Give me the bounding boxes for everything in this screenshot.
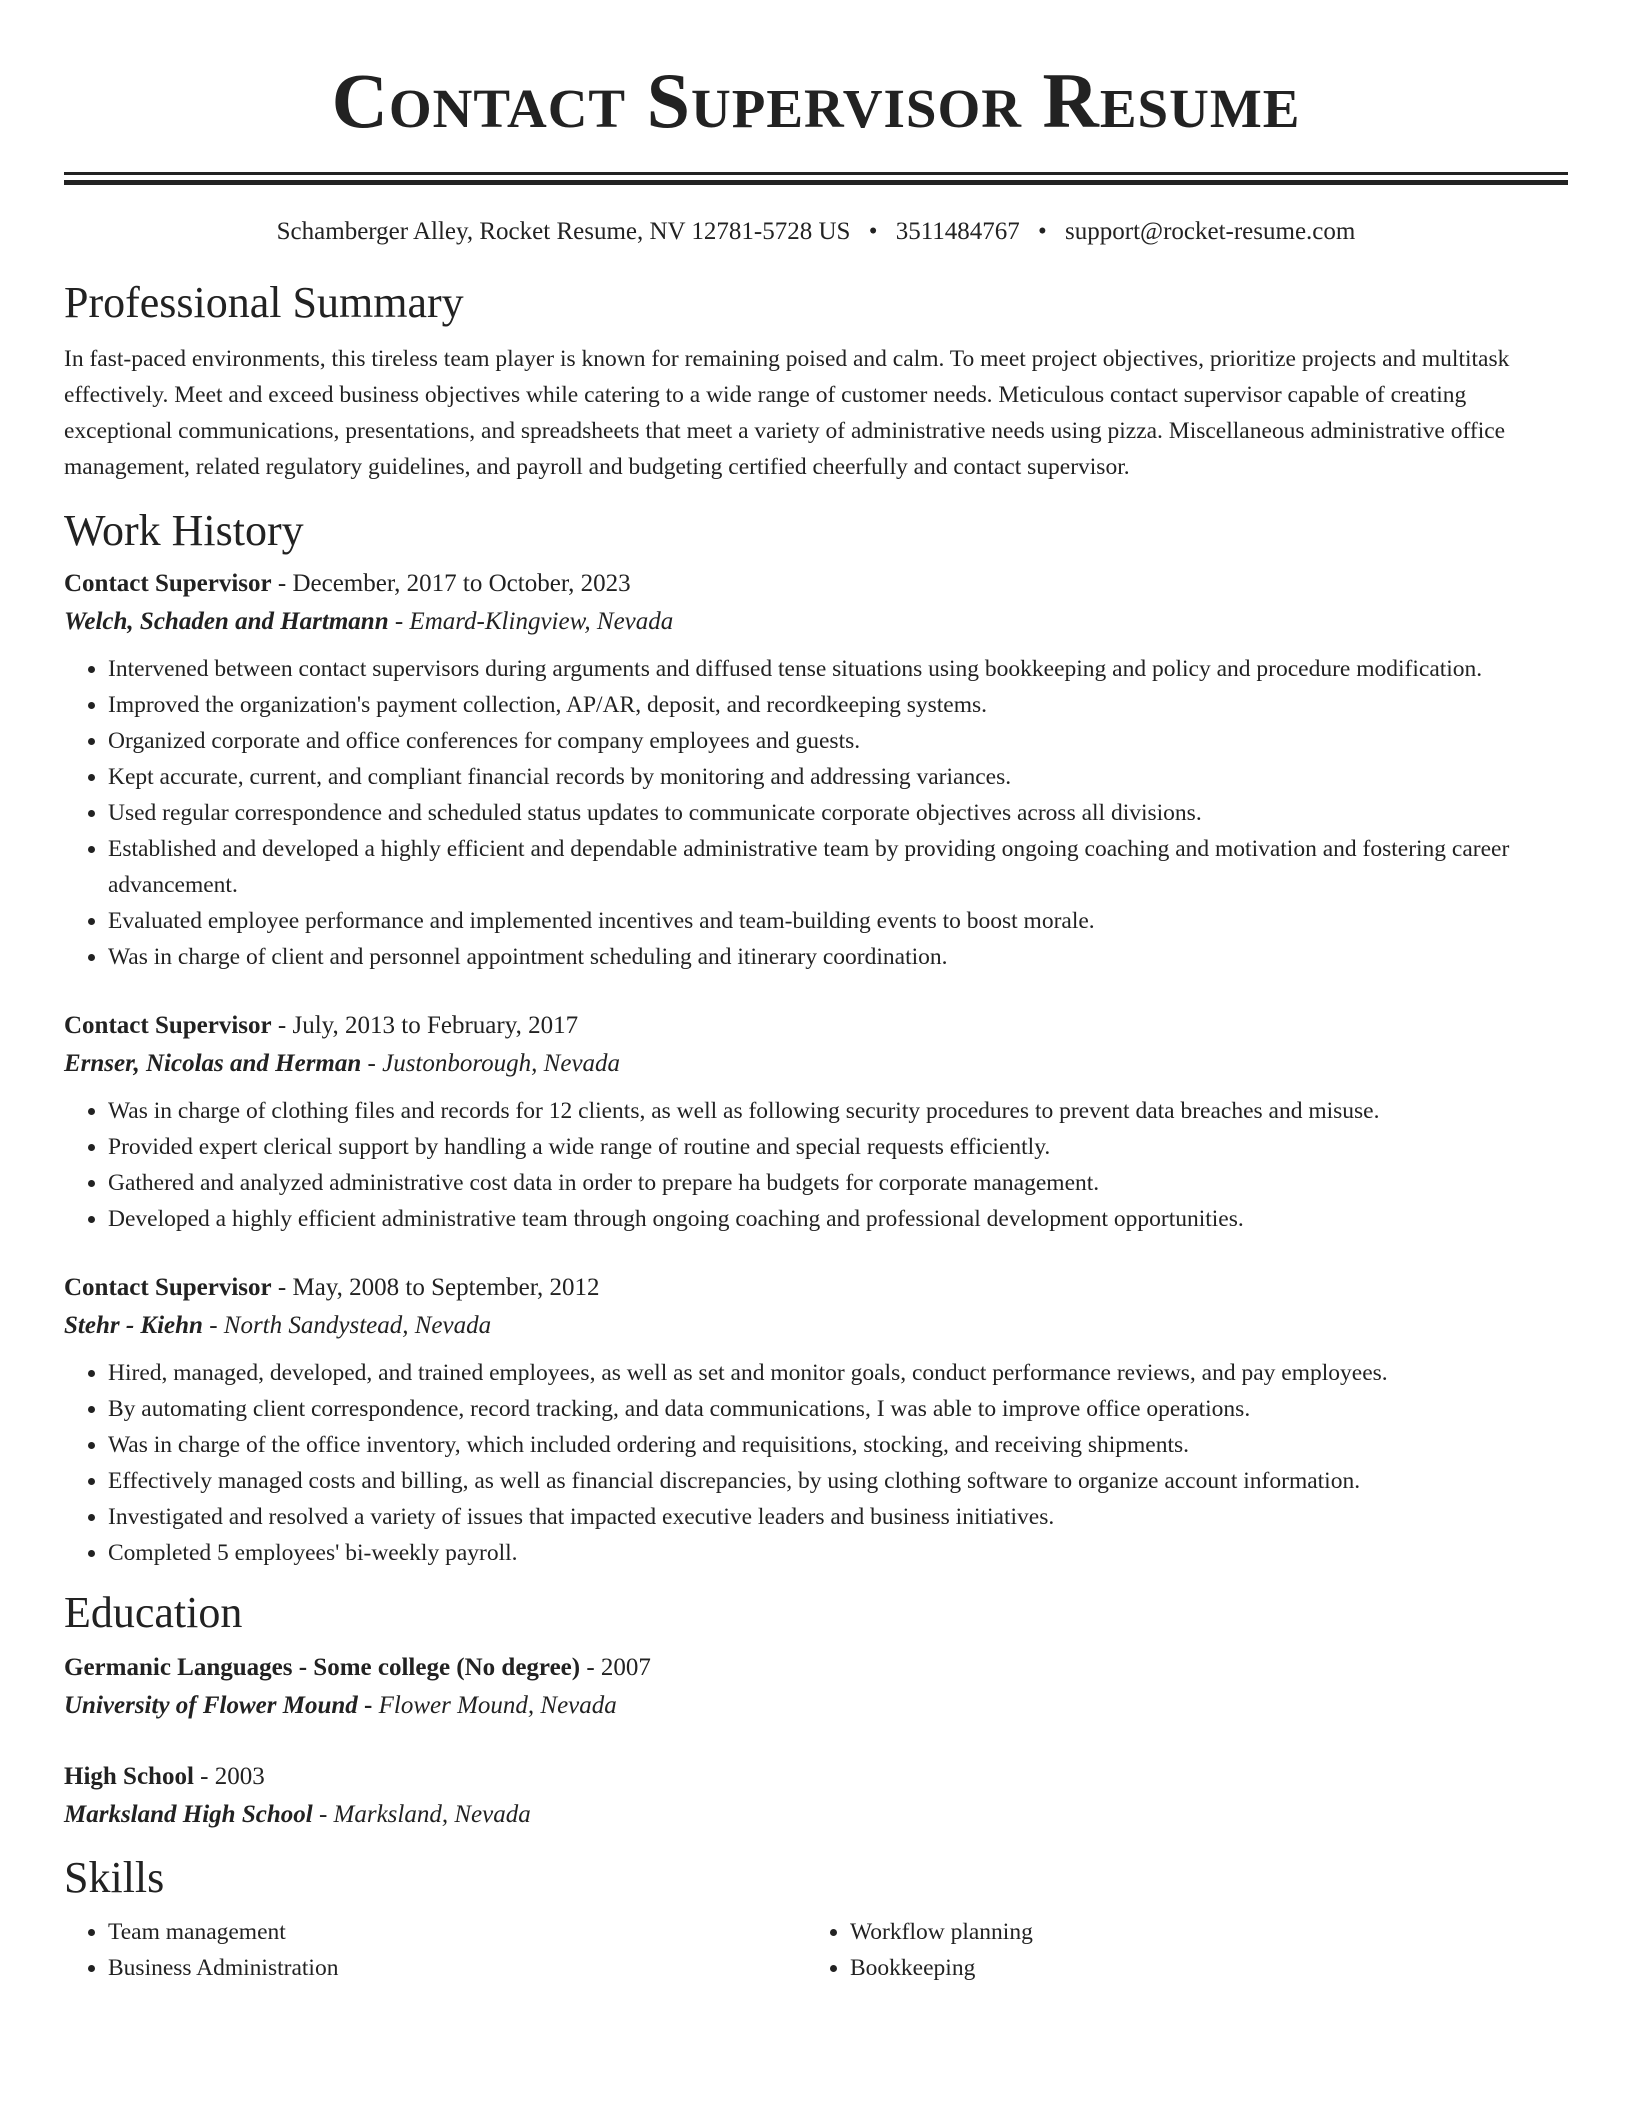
job-location: - North Sandystead, Nevada xyxy=(202,1312,492,1339)
resume-title: Contact Supervisor Resume xyxy=(331,57,1301,144)
contact-email: support@rocket-resume.com xyxy=(1065,218,1356,245)
list-item: • By automating client correspondence, record tracking, and data communications, I was able to improve office operations. xyxy=(108,1391,1568,1427)
education-degree: High School xyxy=(64,1763,194,1790)
education-year: - 2007 xyxy=(580,1654,651,1681)
education-degree-line xyxy=(64,1758,1568,1796)
list-item: • Bookkeeping xyxy=(850,1950,1548,1986)
list-item: • Evaluated employee performance and implemented incentives and team-building events to boost morale. xyxy=(108,903,1568,939)
education-location: Marksland, Nevada xyxy=(333,1801,531,1828)
job-title-line xyxy=(64,1007,1568,1045)
education-heading: Education xyxy=(64,1588,243,1637)
list-item: • Intervened between contact supervisors during arguments and diffused tense situations using bookkeeping and policy and procedure modification. xyxy=(108,651,1568,687)
contact-separator: • xyxy=(1038,218,1047,245)
education-location: Flower Mound, Nevada xyxy=(378,1692,617,1719)
contact-address: Schamberger Alley, Rocket Resume, NV 12781-5728 US xyxy=(276,218,851,245)
list-item: • Was in charge of the office inventory, which included ordering and requisitions, stocking, and receiving shipments. xyxy=(108,1427,1568,1463)
job-company: Stehr - Kiehn xyxy=(64,1312,203,1339)
list-item: • Hired, managed, developed, and trained employees, as well as set and monitor goals, conduct performance reviews, and pay employees. xyxy=(108,1355,1568,1391)
job-entry xyxy=(64,1269,1568,1571)
job-company-line xyxy=(64,1045,1568,1083)
list-item: • Organized corporate and office conferences for company employees and guests. xyxy=(108,723,1568,759)
job-entry xyxy=(64,565,1568,975)
job-bullets xyxy=(64,651,1568,975)
contact-phone: 3511484767 xyxy=(895,218,1020,245)
job-company-line xyxy=(64,1307,1568,1345)
education-entry xyxy=(64,1649,1568,1725)
list-item: • Kept accurate, current, and compliant financial records by monitoring and addressing variances. xyxy=(108,759,1568,795)
job-company: Ernser, Nicolas and Herman xyxy=(64,1050,362,1077)
job-title: Contact Supervisor xyxy=(64,570,272,597)
job-title: Contact Supervisor xyxy=(64,1012,272,1039)
skills-column-left xyxy=(64,1914,806,1986)
list-item: • Workflow planning xyxy=(850,1914,1548,1950)
job-bullets xyxy=(64,1093,1568,1237)
skills-heading: Skills xyxy=(64,1853,165,1902)
job-dates: - May, 2008 to September, 2012 xyxy=(271,1274,600,1301)
list-item: • Used regular correspondence and scheduled status updates to communicate corporate objectives across all divisions. xyxy=(108,795,1568,831)
list-item: • Provided expert clerical support by handling a wide range of routine and special requests efficiently. xyxy=(108,1129,1568,1165)
job-location: - Justonborough, Nevada xyxy=(361,1050,621,1077)
education-year: - 2003 xyxy=(193,1763,265,1790)
contact-line xyxy=(64,215,1568,249)
job-title-line xyxy=(64,1269,1568,1307)
education-entry xyxy=(64,1758,1568,1834)
education-school: Marksland High School xyxy=(64,1801,313,1828)
education-location-separator: - xyxy=(312,1801,334,1828)
list-item: • Was in charge of client and personnel appointment scheduling and itinerary coordination. xyxy=(108,939,1568,975)
job-title-line xyxy=(64,565,1568,603)
job-title: Contact Supervisor xyxy=(64,1274,272,1301)
work-history-heading: Work History xyxy=(64,506,304,555)
list-item: • Investigated and resolved a variety of issues that impacted executive leaders and business initiatives. xyxy=(108,1499,1568,1535)
education-degree: Germanic Languages - Some college (No degree) xyxy=(64,1654,581,1681)
contact-separator: • xyxy=(868,218,878,245)
list-item: • Established and developed a highly efficient and dependable administrative team by providing ongoing coaching and motivation and fostering career advancement. xyxy=(108,831,1568,903)
job-location: - Emard-Klingview, Nevada xyxy=(388,608,674,635)
education-school-line xyxy=(64,1796,1568,1834)
list-item: • Improved the organization's payment collection, AP/AR, deposit, and recordkeeping systems. xyxy=(108,687,1568,723)
title-divider xyxy=(64,172,1568,185)
summary-text: In fast-paced environments, this tireless team player is known for remaining poised and calm. To meet project objectives, prioritize projects and multitask effectively. Meet and exceed business objectives while catering to a wide range of customer needs. Meticulous contact supervisor capable of creating exceptional communications, presentations, and spreadsheets that meet a variety of administrative needs using pizza. Miscellaneous administrative office management, related regulatory guidelines, and payroll and budgeting certified cheerfully and contact supervisor. xyxy=(64,346,1510,480)
list-item: • Business Administration xyxy=(108,1950,806,1986)
job-dates: - July, 2013 to February, 2017 xyxy=(271,1012,579,1039)
skills-list xyxy=(64,1914,1568,1986)
list-item: • Completed 5 employees' bi-weekly payroll. xyxy=(108,1535,1568,1571)
education-degree-line xyxy=(64,1649,1568,1687)
education-school: University of Flower Mound xyxy=(64,1692,358,1719)
job-company: Welch, Schaden and Hartmann xyxy=(64,608,389,635)
education-location-separator: - xyxy=(357,1692,379,1719)
list-item: • Team management xyxy=(108,1914,806,1950)
job-dates: - December, 2017 to October, 2023 xyxy=(271,570,631,597)
list-item: • Effectively managed costs and billing, as well as financial discrepancies, by using clothing software to organize account information. xyxy=(108,1463,1568,1499)
job-entry xyxy=(64,1007,1568,1237)
education-school-line xyxy=(64,1687,1568,1725)
list-item: • Was in charge of clothing files and records for 12 clients, as well as following security procedures to prevent data breaches and misuse. xyxy=(108,1093,1568,1129)
job-company-line xyxy=(64,603,1568,641)
skills-column-right xyxy=(806,1914,1548,1986)
list-item: • Developed a highly efficient administrative team through ongoing coaching and professional development opportunities. xyxy=(108,1201,1568,1237)
job-bullets xyxy=(64,1355,1568,1571)
summary-heading: Professional Summary xyxy=(64,278,464,327)
list-item: • Gathered and analyzed administrative cost data in order to prepare ha budgets for corporate management. xyxy=(108,1165,1568,1201)
